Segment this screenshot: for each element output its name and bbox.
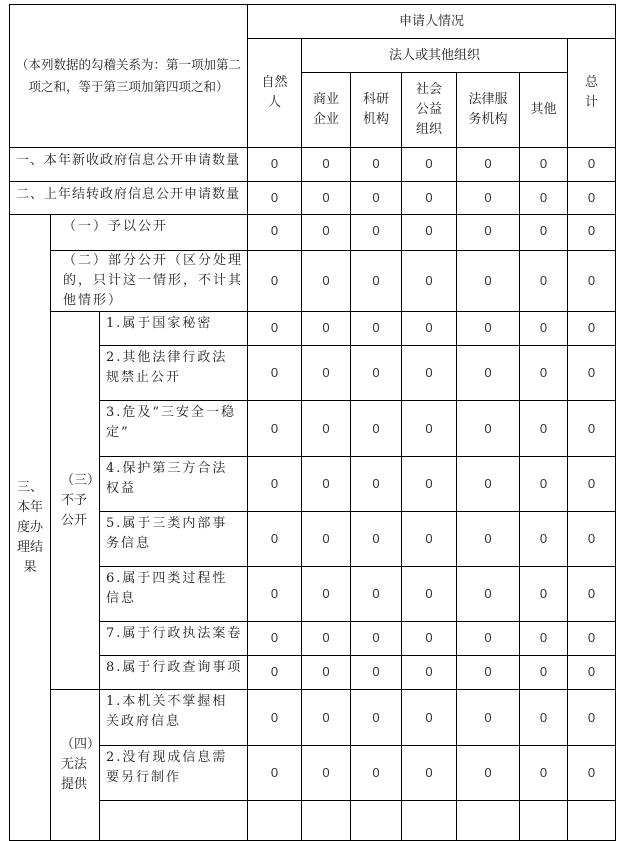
cell-value: 0 — [402, 182, 457, 215]
cell-value: 0 — [568, 656, 616, 690]
table-row — [10, 312, 616, 346]
row-label: 5.属于三类内部事务信息 — [100, 512, 248, 567]
cell-value: 0 — [568, 346, 616, 401]
row-label: 8.属于行政查询事项 — [100, 656, 248, 690]
cell-value: 0 — [302, 656, 351, 690]
table-row — [10, 512, 616, 567]
cell-value: 0 — [402, 656, 457, 690]
cell-value: 0 — [520, 251, 568, 312]
section3-label — [10, 215, 51, 841]
cell-value: 0 — [351, 567, 402, 622]
cell-value: 0 — [402, 312, 457, 346]
cell-value: 0 — [568, 312, 616, 346]
cell-value: 0 — [402, 346, 457, 401]
cell-value: 0 — [302, 622, 351, 656]
cell-value: 0 — [351, 401, 402, 457]
row-label: 2.其他法律行政法规禁止公开 — [100, 346, 248, 401]
cell-value: 0 — [302, 148, 351, 182]
table-row — [10, 567, 616, 622]
cell-value: 0 — [402, 512, 457, 567]
cell-value: 0 — [302, 690, 351, 746]
cell-value: 0 — [457, 401, 520, 457]
cell-value: 0 — [520, 215, 568, 251]
cell-value: 0 — [457, 567, 520, 622]
table-row — [10, 148, 616, 182]
row-label: 7.属于行政执法案卷 — [100, 622, 248, 656]
cell-value: 0 — [568, 512, 616, 567]
cell-value: 0 — [302, 401, 351, 457]
cell-value: 0 — [351, 312, 402, 346]
gov-info-disclosure-table — [9, 4, 616, 841]
cell-value: 0 — [520, 312, 568, 346]
cell-value: 0 — [568, 401, 616, 457]
cell-value: 0 — [351, 346, 402, 401]
cell-value: 0 — [520, 182, 568, 215]
cell-value: 0 — [457, 656, 520, 690]
cell-value: 0 — [568, 746, 616, 801]
cell-value: 0 — [351, 746, 402, 801]
cell-value: 0 — [351, 512, 402, 567]
table-row-partial — [10, 801, 616, 841]
cell-value: 0 — [351, 656, 402, 690]
table-row — [10, 346, 616, 401]
table-row — [10, 215, 616, 251]
cell-value: 0 — [402, 622, 457, 656]
cell-value: 0 — [568, 182, 616, 215]
cell-value: 0 — [248, 567, 302, 622]
header-note: （本列数据的勾稽关系为：第一项加第二项之和，等于第三项加第四项之和） — [10, 5, 248, 148]
row-label: 1.属于国家秘密 — [100, 312, 248, 346]
cell-value: 0 — [402, 401, 457, 457]
cell-value: 0 — [302, 457, 351, 512]
header-commercial: 商业企业 — [302, 73, 351, 148]
cell-value: 0 — [402, 457, 457, 512]
cell-value: 0 — [248, 346, 302, 401]
cell-value: 0 — [457, 622, 520, 656]
cell-value: 0 — [351, 457, 402, 512]
cell-value: 0 — [457, 148, 520, 182]
cell-value: 0 — [568, 622, 616, 656]
not-public-label: （三）不予公开 — [51, 312, 100, 690]
header-research: 科研机构 — [351, 73, 402, 148]
cell-value: 0 — [248, 656, 302, 690]
cell-value: 0 — [520, 512, 568, 567]
cell-value: 0 — [568, 690, 616, 746]
row-label: 二、上年结转政府信息公开申请数量 — [10, 182, 248, 215]
cell-value: 0 — [248, 312, 302, 346]
header-natural-person: 自然人 — [248, 39, 302, 148]
cell-value: 0 — [351, 251, 402, 312]
cell-value: 0 — [520, 690, 568, 746]
row-label: （二）部分公开（区分处理的，只计这一情形，不计其他情形） — [51, 251, 248, 312]
row-label — [100, 801, 248, 841]
cell-value: 0 — [457, 182, 520, 215]
cell-value: 0 — [457, 512, 520, 567]
header-applicant-situation: 申请人情况 — [248, 5, 616, 39]
cell-value — [457, 801, 520, 841]
cell-value: 0 — [351, 622, 402, 656]
cell-value: 0 — [248, 512, 302, 567]
cell-value: 0 — [351, 690, 402, 746]
row-label: 4.保护第三方合法权益 — [100, 457, 248, 512]
section3-label-text: 三、本年度办理结果 — [16, 479, 43, 575]
cell-value: 0 — [457, 457, 520, 512]
table-row — [10, 457, 616, 512]
row-label: 1.本机关不掌握相关政府信息 — [100, 690, 248, 746]
row-label: 2.没有现成信息需要另行制作 — [100, 746, 248, 801]
cell-value: 0 — [302, 346, 351, 401]
cell-value: 0 — [568, 215, 616, 251]
cell-value — [520, 801, 568, 841]
cell-value: 0 — [568, 251, 616, 312]
cell-value: 0 — [351, 182, 402, 215]
cell-value: 0 — [248, 401, 302, 457]
row-label: 一、本年新收政府信息公开申请数量 — [10, 148, 248, 182]
cell-value: 0 — [520, 622, 568, 656]
cell-value: 0 — [520, 656, 568, 690]
table-row — [10, 182, 616, 215]
cell-value: 0 — [248, 251, 302, 312]
cell-value — [568, 801, 616, 841]
cell-value: 0 — [302, 182, 351, 215]
header-other: 其他 — [520, 73, 568, 148]
row-label: 6.属于四类过程性信息 — [100, 567, 248, 622]
cell-value: 0 — [520, 148, 568, 182]
table-row — [10, 656, 616, 690]
header-social-welfare: 社会公益组织 — [402, 73, 457, 148]
row-label: （一）予以公开 — [51, 215, 248, 251]
cell-value: 0 — [402, 690, 457, 746]
row-label: 3.危及“三安全一稳定” — [100, 401, 248, 457]
cell-value: 0 — [457, 746, 520, 801]
cannot-provide-label: （四）无法提供 — [51, 690, 100, 841]
header-legal-person-group: 法人或其他组织 — [302, 39, 568, 73]
cell-value: 0 — [248, 148, 302, 182]
cell-value: 0 — [520, 346, 568, 401]
cell-value: 0 — [457, 215, 520, 251]
cell-value: 0 — [568, 148, 616, 182]
cell-value: 0 — [568, 457, 616, 512]
cell-value: 0 — [248, 690, 302, 746]
cell-value: 0 — [402, 746, 457, 801]
table-row — [10, 622, 616, 656]
cell-value: 0 — [520, 746, 568, 801]
cell-value: 0 — [302, 312, 351, 346]
table-row — [10, 251, 616, 312]
cell-value: 0 — [302, 215, 351, 251]
cell-value: 0 — [302, 512, 351, 567]
cell-value: 0 — [402, 215, 457, 251]
cell-value: 0 — [402, 251, 457, 312]
cell-value: 0 — [302, 251, 351, 312]
cell-value: 0 — [402, 567, 457, 622]
cell-value — [302, 801, 351, 841]
cell-value: 0 — [457, 251, 520, 312]
cell-value — [248, 801, 302, 841]
cell-value: 0 — [351, 148, 402, 182]
header-total: 总计 — [568, 39, 616, 148]
table-row — [10, 690, 616, 746]
cell-value: 0 — [248, 182, 302, 215]
cell-value: 0 — [568, 567, 616, 622]
cell-value: 0 — [457, 690, 520, 746]
cell-value: 0 — [248, 457, 302, 512]
cell-value: 0 — [248, 746, 302, 801]
cell-value: 0 — [402, 148, 457, 182]
table-row — [10, 401, 616, 457]
header-legal-service: 法律服务机构 — [457, 73, 520, 148]
cell-value: 0 — [302, 567, 351, 622]
cell-value: 0 — [248, 215, 302, 251]
cell-value: 0 — [520, 567, 568, 622]
cell-value — [351, 801, 402, 841]
cell-value: 0 — [248, 622, 302, 656]
cell-value: 0 — [457, 312, 520, 346]
cell-value — [402, 801, 457, 841]
cell-value: 0 — [457, 346, 520, 401]
cell-value: 0 — [351, 215, 402, 251]
cell-value: 0 — [520, 457, 568, 512]
table-row — [10, 746, 616, 801]
cell-value: 0 — [520, 401, 568, 457]
cell-value: 0 — [302, 746, 351, 801]
